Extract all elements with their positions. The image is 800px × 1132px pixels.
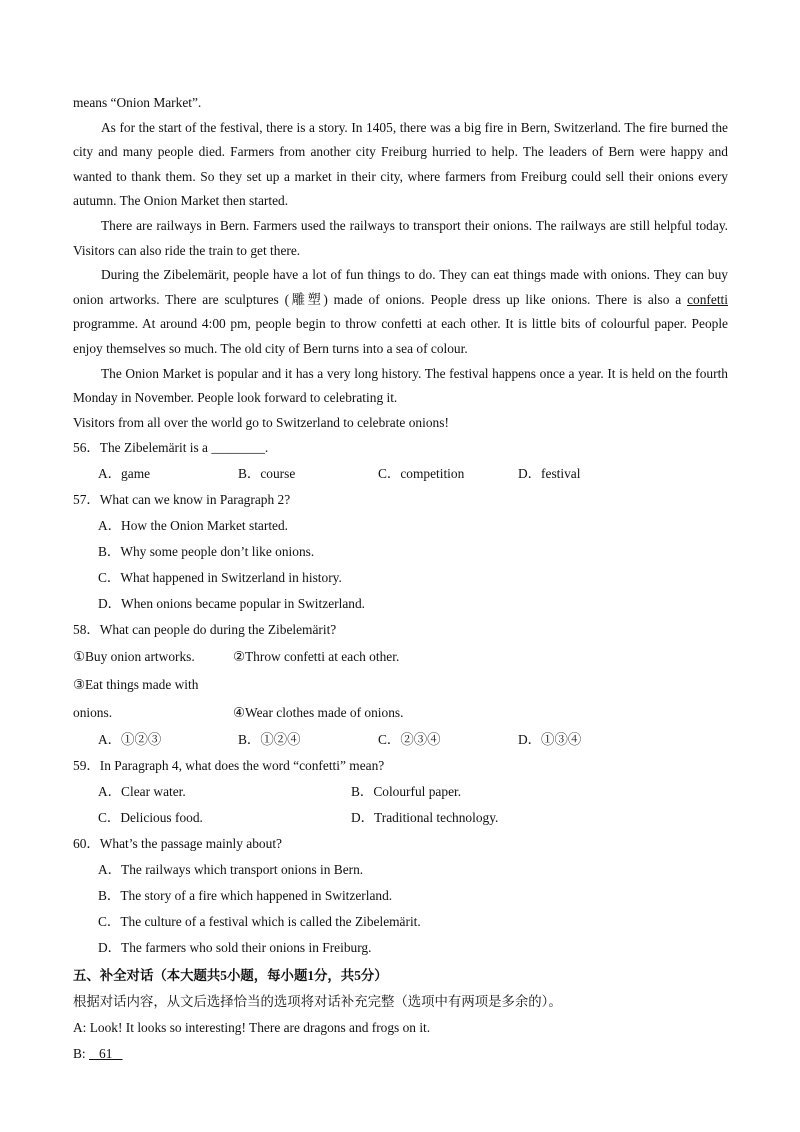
dialogue-line-b — [73, 1041, 728, 1067]
option-d: D．When onions became popular in Switzerland. — [98, 596, 365, 612]
dialogue-line-a: A: Look! It looks so interesting! There are dragons and frogs on it. — [73, 1020, 431, 1036]
passage-paragraph-3 — [73, 263, 728, 361]
question-57 — [73, 487, 728, 617]
option-row — [73, 461, 728, 487]
question-56 — [73, 435, 728, 487]
question-stem: 60．What’s the passage mainly about? — [73, 836, 282, 852]
underlined-word-confetti: confetti — [687, 291, 728, 307]
option-b: B．Why some people don’t like onions. — [98, 544, 315, 560]
option-b: B．course — [238, 466, 296, 482]
choice-row-1 — [73, 643, 728, 671]
option-row-1 — [73, 779, 728, 805]
option-c: C．The culture of a festival which is called the Zibelemärit. — [98, 914, 421, 930]
option-d: D．①③④ — [518, 732, 582, 748]
option-d: D．festival — [518, 466, 581, 482]
option-a: A．①②③ — [98, 732, 162, 748]
question-stem: 59．In Paragraph 4, what does the word “confetti” mean? — [73, 758, 385, 774]
question-stem: 58．What can people do during the Zibelemärit? — [73, 622, 337, 638]
paragraph-3-text-a: During the Zibelemärit, people have a lot of fun things to do. They can eat things made with onions. They can buy onion artworks. There are sculptures (雕塑) made of onions. People dress up like onions. There is also a — [73, 267, 728, 307]
option-a: A．How the Onion Market started. — [98, 518, 289, 534]
option-b: B．①②④ — [238, 732, 301, 748]
option-c: C．②③④ — [378, 732, 441, 748]
section-instruction: 根据对话内容，从文后选择恰当的选项将对话补充完整（选项中有两项是多余的）。 — [73, 994, 562, 1010]
choice-3: ③Eat things made with onions. — [73, 677, 199, 721]
option-d: D．Traditional technology. — [351, 810, 499, 826]
option-c: C．competition — [378, 466, 465, 482]
option-row-2 — [73, 805, 728, 831]
question-60 — [73, 831, 728, 961]
choice-1: ①Buy onion artworks. — [73, 649, 195, 665]
choice-2: ②Throw confetti at each other. — [233, 649, 400, 665]
option-a: A．Clear water. — [98, 784, 186, 800]
choice-4: ④Wear clothes made of onions. — [233, 705, 404, 721]
answer-blank-61: 61 — [89, 1046, 123, 1062]
passage-paragraph-1: As for the start of the festival, there is a story. In 1405, there was a big fire in Bern, Switzerland. The fire burned the city and many people died. Farmers from another city Freiburg hurried to help. The leaders of Bern were happy and wanted to thank them. So they set up a market in their city, where farmers from Freiburg could sell their onions every autumn. The Onion Market then started. — [73, 119, 728, 209]
option-b: B．The story of a fire which happened in Switzerland. — [98, 888, 393, 904]
section-heading: 五、补全对话（本大题共5小题，每小题1分，共5分） — [73, 968, 388, 984]
question-stem: 57．What can we know in Paragraph 2? — [73, 492, 291, 508]
question-59 — [73, 753, 728, 831]
page-content — [73, 91, 728, 1067]
option-c: C．What happened in Switzerland in history. — [98, 570, 342, 586]
question-stem: 56．The Zibelemärit is a ________. — [73, 440, 269, 456]
passage-paragraph-5: Visitors from all over the world go to Switzerland to celebrate onions! — [73, 414, 449, 430]
passage-paragraph-0: means “Onion Market”. — [73, 95, 202, 110]
option-d: D．The farmers who sold their onions in Freiburg. — [98, 940, 372, 956]
paragraph-3-text-b: programme. At around 4:00 pm, people begin to throw confetti at each other. It is little bits of colourful paper. People enjoy themselves so much. The old city of Bern turns into a sea of colour. — [73, 316, 728, 356]
option-row — [73, 727, 728, 753]
speaker-label: B: — [73, 1046, 89, 1062]
option-c: C．Delicious food. — [98, 810, 203, 826]
passage-paragraph-4: The Onion Market is popular and it has a very long history. The festival happens once a year. It is held on the fourth Monday in November. People look forward to celebrating it. — [73, 365, 728, 406]
passage-paragraph-2: There are railways in Bern. Farmers used the railways to transport their onions. The railways are still helpful today. Visitors can also ride the train to get there. — [73, 217, 728, 258]
option-a: A．game — [98, 466, 151, 482]
option-a: A．The railways which transport onions in Bern. — [98, 862, 364, 878]
option-b: B．Colourful paper. — [351, 784, 462, 800]
choice-row-2 — [73, 671, 728, 727]
question-58 — [73, 617, 728, 753]
